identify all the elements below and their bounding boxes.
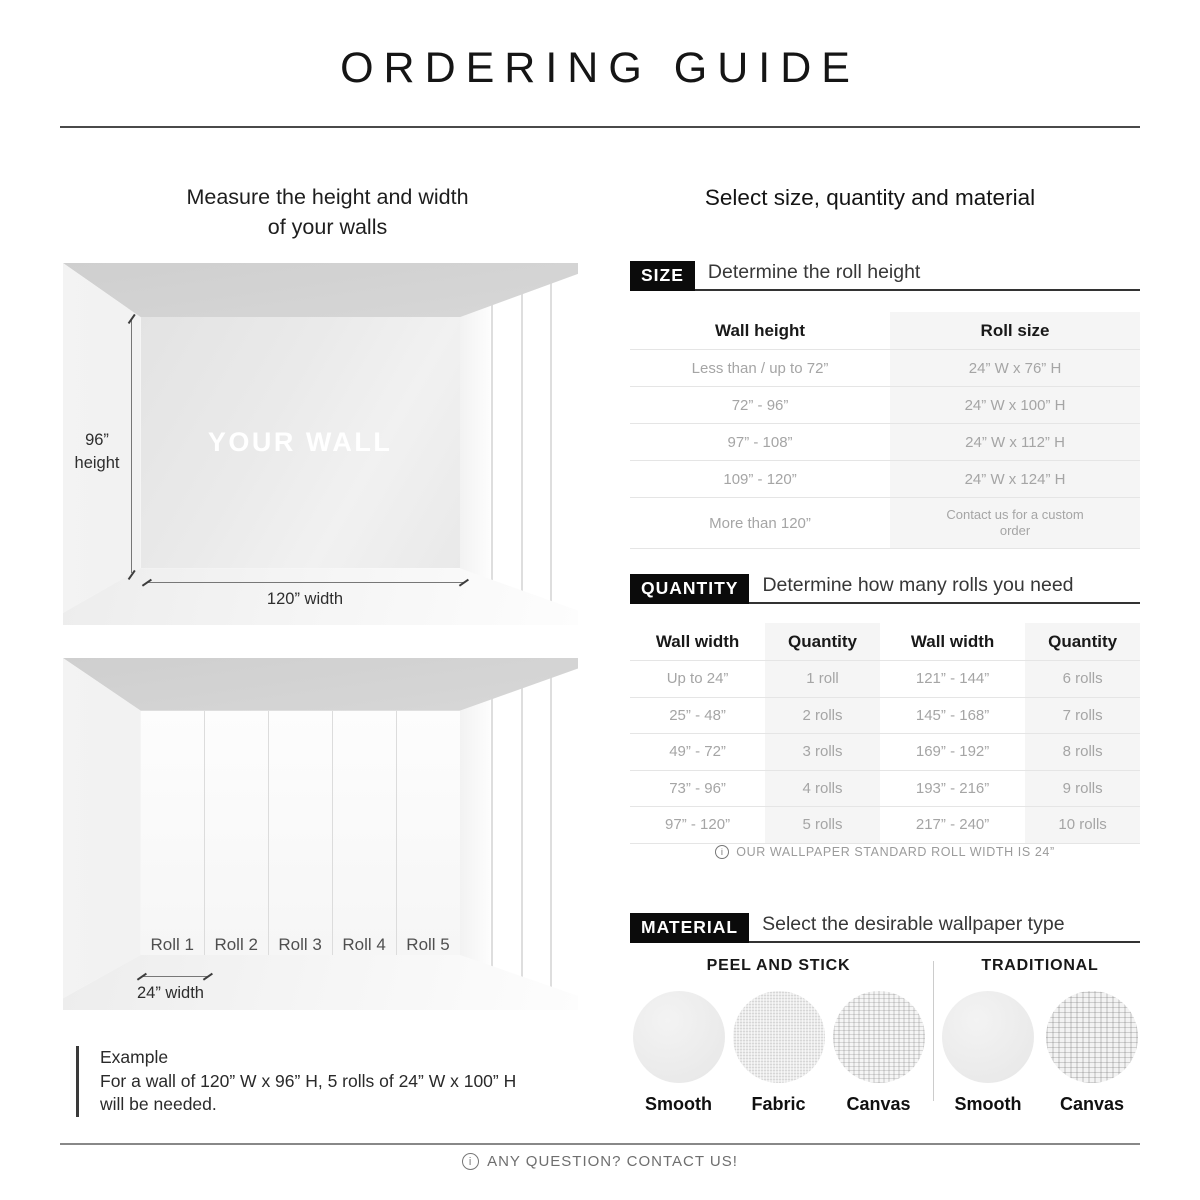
quantity-subtitle: Determine how many rolls you need [749,574,1140,604]
roll-width-measure-line [142,976,207,977]
top-divider [60,126,1140,128]
window-mullion [521,667,523,998]
wall-width-cell: 73” - 96” [669,779,726,797]
material-section-header [630,913,1140,943]
canvas-texture-sample [833,991,925,1083]
group-title: PEEL AND STICK [706,957,851,974]
example-note [76,1046,546,1117]
swatch-label: Smooth [954,1094,1022,1114]
table-bottom-border [630,548,1140,549]
info-icon: i [462,1153,479,1170]
quantity-cell: 8 rolls [1025,734,1140,770]
roll-size-cell: 24” W x 100” H [890,387,1140,423]
wall-width-cell: Up to 24” [666,670,729,688]
wall-height-cell: 109” - 120” [723,470,797,488]
roll-label: Roll 3 [278,934,322,954]
roll-size-cell: 24” W x 112” H [890,424,1140,460]
example-title: Example [100,1047,169,1067]
group-title: TRADITIONAL [981,957,1099,974]
custom-order-text: Contact us for a custom order [946,507,1084,538]
col-quantity: Quantity [765,623,880,660]
your-wall-label: YOUR WALL [207,427,393,458]
room-illustration-rolls [63,658,578,1010]
quantity-table-row [630,697,1140,734]
wall-height-cell: 97” - 108” [727,433,793,451]
wall-width-cell: 193” - 216” [915,779,990,797]
size-section-header [630,261,1140,291]
col-quantity: Quantity [1025,623,1140,660]
wall-height-cell: 72” - 96” [731,396,789,414]
size-table-row [630,423,1140,460]
roll-panel [269,711,333,955]
wall-width-cell: 25” - 48” [669,706,726,724]
material-groups [630,957,1140,1115]
quantity-cell: 6 rolls [1025,661,1140,697]
quantity-table [630,623,1140,844]
swatch-fabric [731,991,826,1115]
material-badge: MATERIAL [630,913,749,943]
wall-width-cell: 49” - 72” [669,743,726,761]
quantity-cell: 9 rolls [1025,771,1140,807]
quantity-cell: 5 rolls [765,807,880,843]
select-section-heading: Select size, quantity and material [704,185,1036,210]
wallpaper-roll-panels [141,711,460,955]
quantity-badge: QUANTITY [630,574,749,604]
roll-panel [397,711,460,955]
col-wall-width: Wall width [655,631,740,651]
quantity-cell: 7 rolls [1025,698,1140,734]
room-illustration-your-wall [63,263,578,625]
size-table-row [630,386,1140,423]
wall-width-cell: 97” - 120” [665,816,731,834]
wall-height-cell: More than 120” [709,514,811,532]
col-roll-size: Roll size [890,312,1140,349]
swatch-label: Canvas [846,1094,911,1114]
measure-section-heading [60,182,595,242]
example-line2: will be needed. [100,1094,217,1114]
quantity-cell: 10 rolls [1025,807,1140,843]
quantity-cell: 1 roll [765,661,880,697]
quantity-table-row [630,660,1140,697]
size-table-row [630,497,1140,548]
quantity-table-row [630,806,1140,843]
swatch-label: Fabric [751,1094,806,1114]
col-wall-width: Wall width [910,631,995,651]
measure-heading-line1: Measure the height and width [186,185,469,209]
material-group-divider [933,961,934,1101]
window-mullion [491,272,493,612]
height-measure-line [131,320,132,573]
material-subtitle: Select the desirable wallpaper type [749,913,1140,943]
swatch-canvas [831,991,926,1115]
quantity-table-header [630,623,1140,660]
roll-size-cell: 24” W x 76” H [890,350,1140,386]
size-table [630,312,1140,549]
quantity-cell: 4 rolls [765,771,880,807]
swatch-smooth [631,991,726,1115]
roll-width-note-text: OUR WALLPAPER STANDARD ROLL WIDTH IS 24” [736,845,1055,859]
roll-label: Roll 4 [342,934,386,954]
quantity-table-row [630,733,1140,770]
col-wall-height: Wall height [715,320,806,340]
wall-width-cell: 145” - 168” [915,706,990,724]
roll-panel [333,711,397,955]
window-jamb [460,274,491,611]
height-value: 96” [85,431,109,449]
size-table-row [630,460,1140,497]
size-subtitle: Determine the roll height [695,261,1140,291]
swatch-label: Canvas [1059,1094,1125,1114]
roll-width-note [630,845,1140,859]
example-line1: For a wall of 120” W x 96” H, 5 rolls of 24” W x 100” H [100,1070,517,1091]
width-measure-line [147,582,463,583]
size-badge: SIZE [630,261,695,291]
material-group-traditional [940,957,1140,1115]
size-table-row [630,349,1140,386]
roll-panel [141,711,205,955]
swatch-row [630,991,927,1115]
window-mullion [491,667,493,998]
smooth-texture-sample [633,991,725,1083]
window-mullion [521,272,523,612]
quantity-table-row [630,770,1140,807]
quantity-cell: 3 rolls [765,734,880,770]
roll-width-label: 24” width [137,984,204,1002]
size-table-header [630,312,1140,349]
fabric-texture-sample [733,991,825,1083]
width-measure-label: 120” width [266,590,344,608]
canvas-texture-sample [1046,991,1138,1083]
window-jamb [460,669,491,996]
smooth-texture-sample [942,991,1034,1083]
wall-width-cell: 217” - 240” [915,816,990,834]
swatch-label: Smooth [645,1094,712,1114]
footer-contact-note [0,1153,1200,1170]
measure-heading-line2: of your walls [267,215,388,239]
height-word: height [74,454,120,472]
wall-width-cell: 169” - 192” [915,743,990,761]
roll-size-cell [890,498,1140,548]
window-mullion [550,667,552,998]
roll-label: Roll 1 [150,934,194,954]
table-bottom-border [630,843,1140,844]
window-mullion [550,272,552,612]
roll-panel [205,711,269,955]
swatch-row [940,991,1140,1115]
wall-width-cell: 121” - 144” [915,670,990,688]
wall-height-cell: Less than / up to 72” [691,359,829,377]
footer-divider [60,1143,1140,1145]
quantity-cell: 2 rolls [765,698,880,734]
page-title: ORDERING GUIDE [340,44,860,92]
roll-label: Roll 2 [214,934,258,954]
swatch-smooth [941,991,1036,1115]
info-icon: i [715,845,729,859]
footer-text: ANY QUESTION? CONTACT US! [487,1153,738,1170]
material-group-peel-and-stick [630,957,927,1115]
roll-size-cell: 24” W x 124” H [890,461,1140,497]
height-measure-label [63,429,131,475]
roll-label: Roll 5 [406,934,450,954]
swatch-canvas [1045,991,1140,1115]
quantity-section-header [630,574,1140,604]
